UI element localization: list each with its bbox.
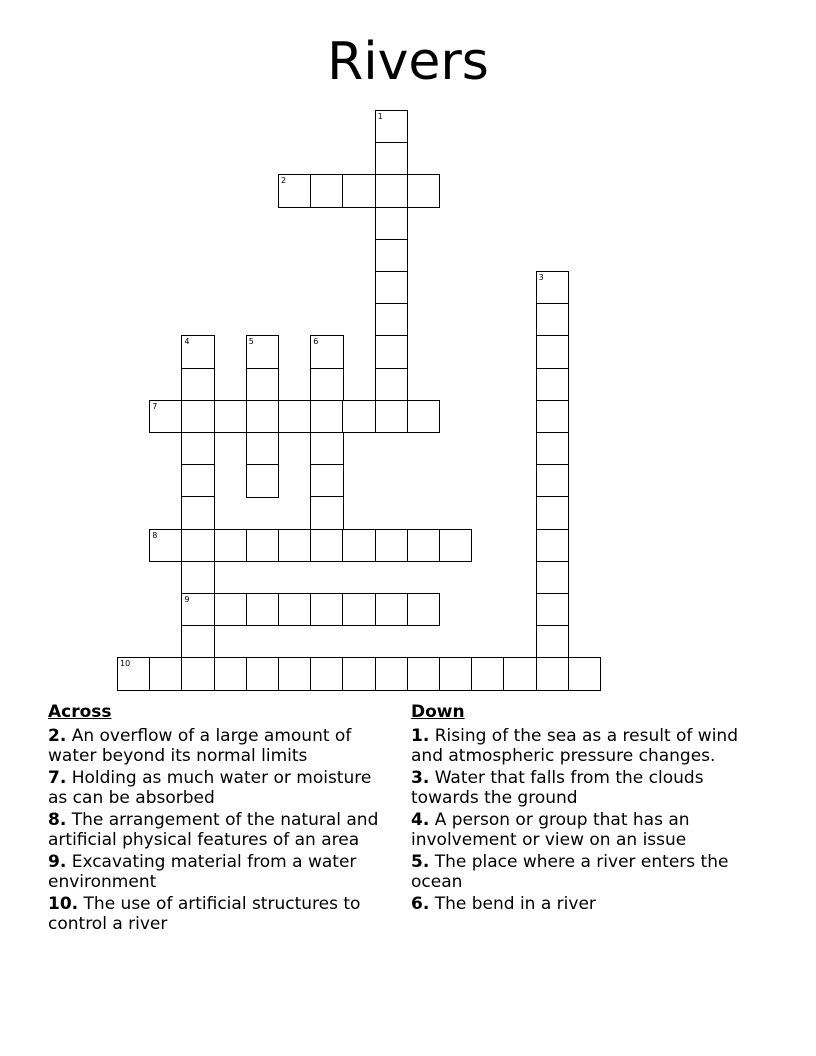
grid-cell[interactable]	[471, 657, 504, 690]
grid-cell[interactable]	[375, 657, 408, 690]
cell-number: 5	[248, 337, 254, 347]
clue-text: Excavating material from a water environment	[48, 852, 357, 892]
grid-cell[interactable]	[536, 561, 569, 594]
grid-cell[interactable]	[278, 593, 311, 626]
grid-cell[interactable]	[181, 625, 214, 658]
clue-down-4	[411, 811, 756, 850]
clue-down-1	[411, 727, 756, 766]
grid-cell[interactable]	[310, 335, 343, 368]
grid-cell[interactable]	[310, 174, 343, 207]
grid-cell[interactable]	[181, 432, 214, 465]
grid-cell[interactable]	[375, 335, 408, 368]
grid-cell[interactable]	[536, 593, 569, 626]
grid-cell[interactable]	[310, 657, 343, 690]
grid-cell[interactable]	[375, 368, 408, 401]
clue-text: A person or group that has an involvement or view on an issue	[411, 810, 690, 850]
grid-cell[interactable]	[536, 335, 569, 368]
grid-cell[interactable]	[375, 400, 408, 433]
grid-cell[interactable]	[149, 657, 182, 690]
cell-number: 6	[313, 337, 319, 347]
clue-across-7	[48, 769, 393, 808]
grid-cell[interactable]	[375, 271, 408, 304]
grid-cell[interactable]	[375, 239, 408, 272]
clue-number: 9.	[48, 852, 67, 872]
cell-number: 10	[120, 659, 131, 669]
grid-cell[interactable]	[310, 432, 343, 465]
grid-cell[interactable]	[536, 625, 569, 658]
grid-cell[interactable]	[278, 657, 311, 690]
grid-cell[interactable]	[246, 432, 279, 465]
clue-across-9	[48, 853, 393, 892]
grid-cell[interactable]	[278, 174, 311, 207]
grid-cell[interactable]	[181, 368, 214, 401]
grid-cell[interactable]	[278, 529, 311, 562]
grid-cell[interactable]	[214, 593, 247, 626]
grid-cell[interactable]	[407, 529, 440, 562]
grid-cell[interactable]	[568, 657, 601, 690]
grid-cell[interactable]	[536, 400, 569, 433]
clue-down-3	[411, 769, 756, 808]
grid-cell[interactable]	[246, 368, 279, 401]
grid-cell[interactable]	[246, 464, 279, 497]
grid-cell[interactable]	[181, 593, 214, 626]
clue-number: 7.	[48, 768, 67, 788]
clue-number: 8.	[48, 810, 67, 830]
grid-cell[interactable]	[117, 657, 150, 690]
grid-cell[interactable]	[310, 464, 343, 497]
grid-cell[interactable]	[214, 400, 247, 433]
grid-cell[interactable]	[246, 657, 279, 690]
grid-cell[interactable]	[536, 657, 569, 690]
grid-cell[interactable]	[181, 464, 214, 497]
grid-cell[interactable]	[246, 593, 279, 626]
cell-number: 9	[184, 595, 190, 604]
grid-cell[interactable]	[536, 529, 569, 562]
grid-cell[interactable]	[310, 593, 343, 626]
grid-cell[interactable]	[181, 496, 214, 529]
clue-across-8	[48, 811, 393, 850]
grid-cell[interactable]	[342, 593, 375, 626]
grid-cell[interactable]	[375, 207, 408, 240]
cell-number: 1	[377, 112, 383, 121]
grid-cell[interactable]	[181, 561, 214, 594]
grid-cell[interactable]	[181, 657, 214, 690]
grid-cell[interactable]	[278, 400, 311, 433]
across-heading: Across	[48, 702, 112, 722]
grid-cell[interactable]	[149, 529, 182, 562]
grid-cell[interactable]	[181, 400, 214, 433]
grid-cell[interactable]	[214, 529, 247, 562]
clue-number: 6.	[411, 894, 430, 914]
grid-cell[interactable]	[375, 174, 408, 207]
grid-cell[interactable]	[439, 657, 472, 690]
clue-number: 3.	[411, 768, 430, 788]
across-clues	[48, 702, 393, 937]
clue-down-5	[411, 853, 756, 892]
grid-cell[interactable]	[310, 368, 343, 401]
grid-cell[interactable]	[375, 303, 408, 336]
clue-text: Water that falls from the clouds towards the ground	[411, 768, 704, 808]
grid-cell[interactable]	[407, 400, 440, 433]
cell-number: 3	[538, 273, 544, 282]
page-title: Rivers	[327, 32, 489, 92]
grid-cell[interactable]	[375, 142, 408, 175]
down-clues	[411, 702, 756, 918]
grid-cell[interactable]	[503, 657, 536, 690]
down-heading: Down	[411, 702, 465, 722]
cell-number: 7	[152, 401, 158, 411]
grid-cell[interactable]	[181, 335, 214, 368]
grid-cell[interactable]	[246, 335, 279, 368]
cell-number: 2	[281, 176, 287, 186]
grid-cell[interactable]	[342, 400, 375, 433]
grid-cell[interactable]	[407, 657, 440, 690]
grid-cell[interactable]	[439, 529, 472, 562]
grid-cell[interactable]	[310, 529, 343, 562]
cell-number: 4	[184, 337, 190, 347]
clue-number: 10.	[48, 894, 79, 914]
grid-cell[interactable]	[536, 496, 569, 529]
clue-down-6	[411, 895, 756, 915]
clue-text: Holding as much water or moisture as can be absorbed	[48, 768, 372, 808]
grid-cell[interactable]	[375, 593, 408, 626]
clue-number: 2.	[48, 726, 67, 746]
grid-cell[interactable]	[342, 657, 375, 690]
clue-number: 5.	[411, 852, 430, 872]
grid-cell[interactable]	[536, 464, 569, 497]
grid-cell[interactable]	[536, 271, 569, 304]
clue-number: 4.	[411, 810, 430, 830]
grid-cell[interactable]	[375, 529, 408, 562]
grid-cell[interactable]	[342, 174, 375, 207]
grid-cell[interactable]	[536, 368, 569, 401]
grid-cell[interactable]	[407, 593, 440, 626]
clue-text: Rising of the sea as a result of wind and atmospheric pressure changes.	[411, 726, 738, 766]
clue-text: The place where a river enters the ocean	[411, 852, 729, 892]
grid-cell[interactable]	[310, 496, 343, 529]
clue-text: An overflow of a large amount of water beyond its normal limits	[48, 726, 352, 766]
clue-text: The arrangement of the natural and artificial physical features of an area	[48, 810, 379, 850]
grid-cell[interactable]	[536, 303, 569, 336]
grid-cell[interactable]	[246, 400, 279, 433]
clue-text: The bend in a river	[434, 894, 596, 914]
grid-cell[interactable]	[246, 529, 279, 562]
grid-cell[interactable]	[214, 657, 247, 690]
grid-cell[interactable]	[149, 400, 182, 433]
clue-number: 1.	[411, 726, 430, 746]
grid-cell[interactable]	[375, 110, 408, 143]
clue-across-2	[48, 727, 393, 766]
grid-cell[interactable]	[342, 529, 375, 562]
grid-cell[interactable]	[407, 174, 440, 207]
grid-cell[interactable]	[310, 400, 343, 433]
grid-cell[interactable]	[536, 432, 569, 465]
clue-text: The use of artificial structures to control a river	[48, 894, 361, 934]
grid-cell[interactable]	[181, 529, 214, 562]
cell-number: 8	[152, 530, 158, 540]
clue-across-10	[48, 895, 393, 934]
